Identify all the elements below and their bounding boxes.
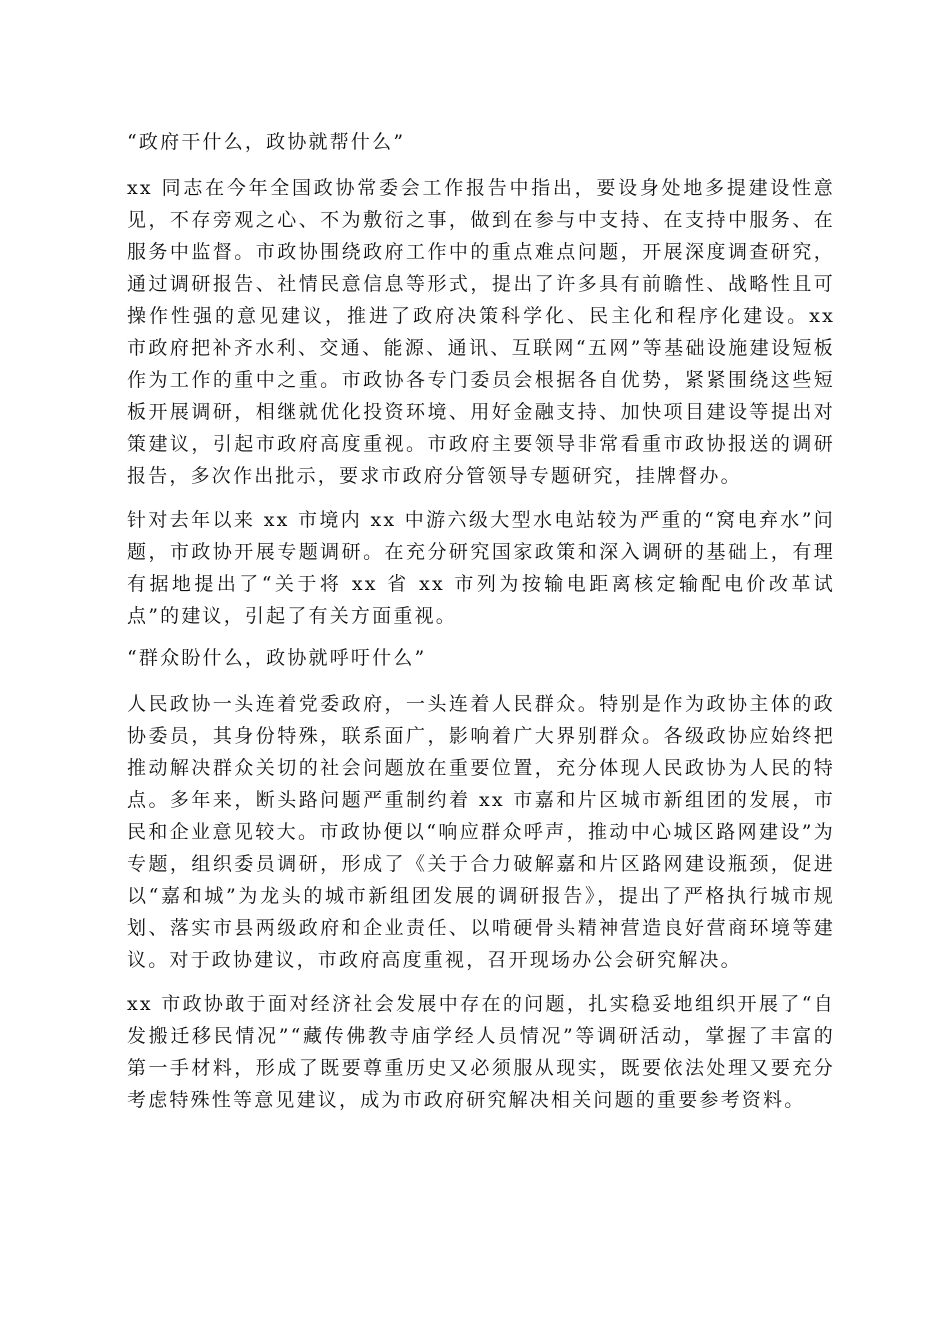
paragraph-2-1: 人民政协一头连着党委政府，一头连着人民群众。特别是作为政协主体的政协委员，其身份特殊，联系面广，影响着广大界别群众。各级政协应始终把推动解决群众关切的社会问题放在重要位置，充分体现人民政协为人民的特点。多年来，断头路问题严重制约着 xx 市嘉和片区城市新组团的发展，市民和企业意见较大。市政协便以“响应群众呼声，推动中心城区路网建设”为专题，组织委员调研，形成了《关于合力破解嘉和片区路网建设瓶颈，促进以“嘉和城”为龙头的城市新组团发展的调研报告》，提出了严格执行城市规划、落实市县两级政府和企业责任、以啃硬骨头精神营造良好营商环境等建议。对于政协建议，市政府高度重视，召开现场办公会研究解决。 [127,693,835,971]
document-page [117,118,835,1116]
paragraph-1-1: xx 同志在今年全国政协常委会工作报告中指出，要设身处地多提建设性意见，不存旁观之心、不为敷衍之事，做到在参与中支持、在支持中服务、在服务中监督。市政协围绕政府工作中的重点难点问题，开展深度调查研究，通过调研报告、社情民意信息等形式，提出了许多具有前瞻性、战略性且可操作性强的意见建议，推进了政府决策科学化、民主化和程序化建设。xx 市政府把补齐水利、交通、能源、通讯、互联网“五网”等基础设施建设短板作为工作的重中之重。市政协各专门委员会根据各自优势，紧紧围绕这些短板开展调研，相继就优化投资环境、用好金融支持、加快项目建设等提出对策建议，引起市政府高度重视。市政府主要领导非常看重市政协报送的调研报告，多次作出批示，要求市政府分管领导专题研究，挂牌督办。 [127,177,835,487]
section-heading-2: “群众盼什么，政协就呼吁什么” [127,647,427,669]
paragraph-2-2: xx 市政协敢于面对经济社会发展中存在的问题，扎实稳妥地组织开展了“自发搬迁移民情况”“藏传佛教寺庙学经人员情况”等调研活动，掌握了丰富的第一手材料，形成了既要尊重历史又必须服从现实，既要依法处理又要充分考虑特殊性等意见建议，成为市政府研究解决相关问题的重要参考资料。 [127,993,835,1111]
paragraph-1-2: 针对去年以来 xx 市境内 xx 中游六级大型水电站较为严重的“窝电弃水”问题，市政协开展专题调研。在充分研究国家政策和深入调研的基础上，有理有据地提出了“关于将 xx 省 xx 市列为按输电距离核定输配电价改革试点”的建议，引起了有关方面重视。 [127,509,835,627]
section-heading-1: “政府干什么，政协就帮什么” [127,131,406,153]
